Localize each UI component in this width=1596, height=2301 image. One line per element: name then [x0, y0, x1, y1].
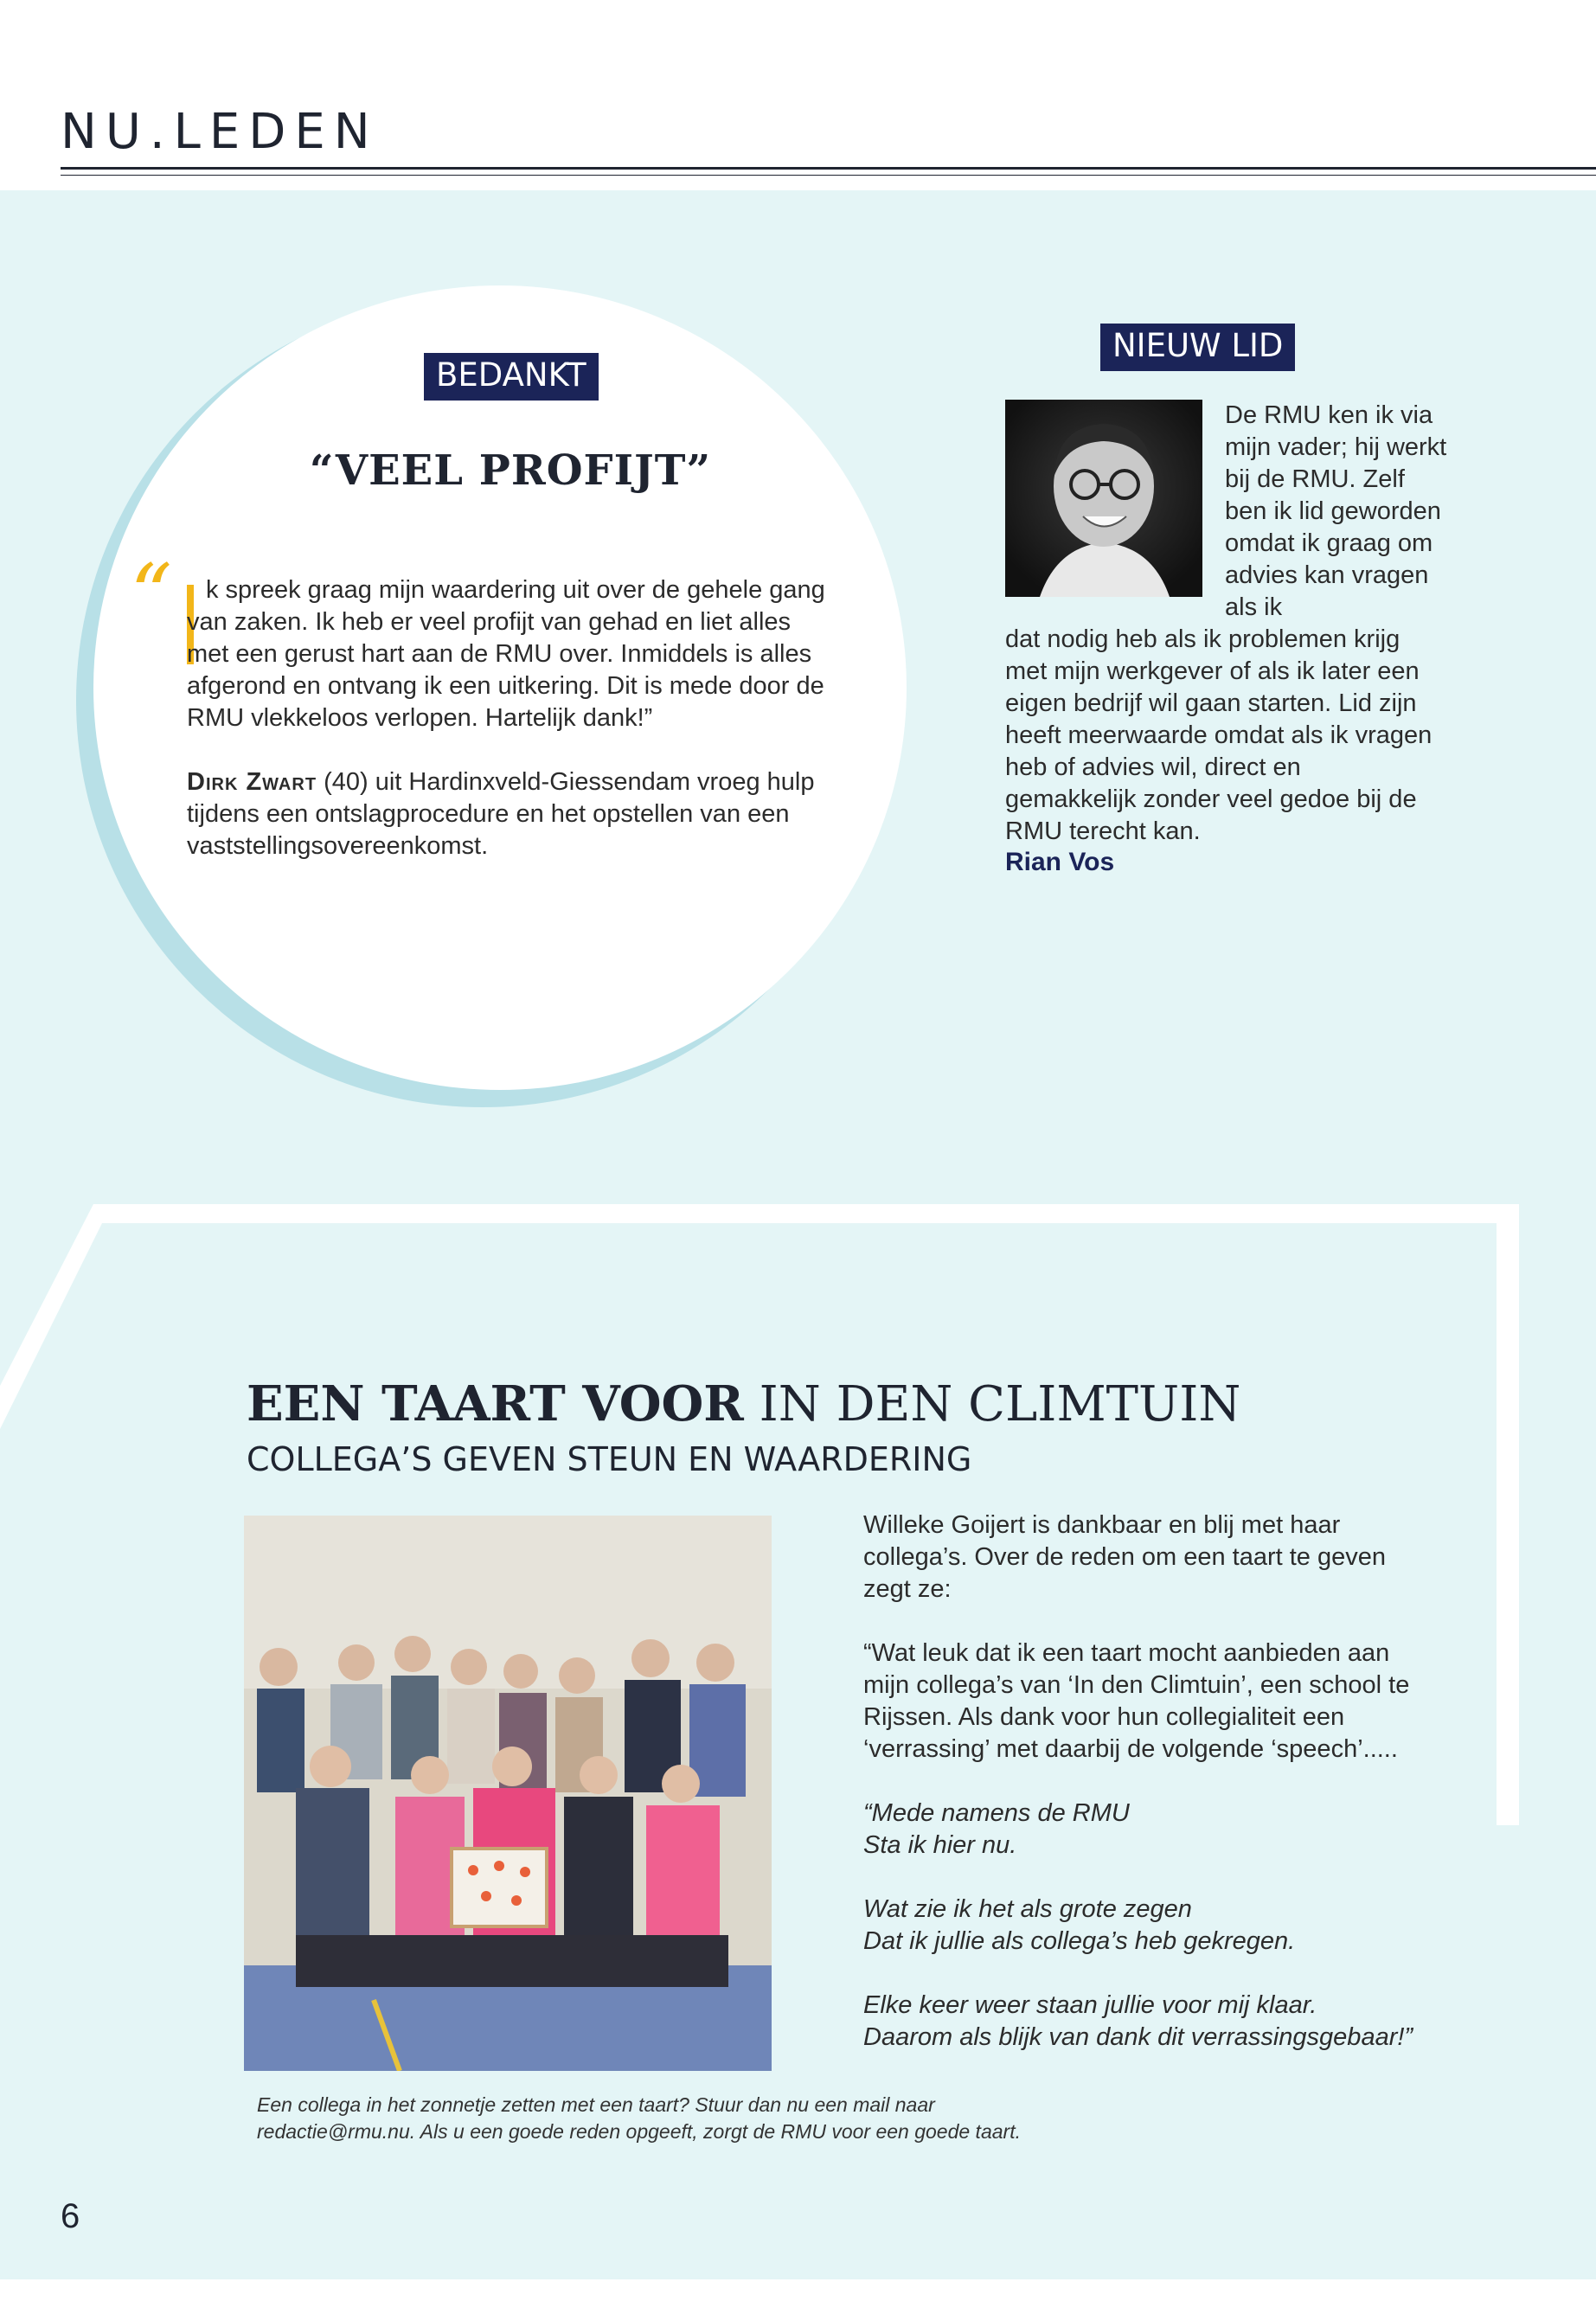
- article-title-regular: IN DEN CLIMTUIN: [743, 1376, 1241, 1433]
- quote-mark-icon: “: [130, 547, 173, 644]
- bedankt-heading: “VEEL PROFIJT”: [309, 446, 712, 495]
- poem-line: Daarom als blijk van dank dit verrassingsgebaar!”: [863, 2023, 1413, 2051]
- article-body: [863, 1509, 1417, 2086]
- article-paragraph-1: Willeke Goijert is dankbaar en blij met haar collega’s. Over de reden om een taart te geven zegt ze:: [863, 1511, 1387, 1603]
- caption-line-1: Een collega in het zonnetje zetten met een taart? Stuur dan nu een mail naar: [257, 2093, 935, 2116]
- header-rule-thin: [61, 175, 1596, 176]
- page-number: 6: [61, 2197, 80, 2235]
- article-title-bold: EEN TAART VOOR: [247, 1375, 744, 1433]
- poem-line: Wat zie ik het als grote zegen: [863, 1895, 1192, 1923]
- bedankt-quote: k spreek graag mijn waardering uit over de gehele gang van zaken. Ik heb er veel profijt van gehad en liet alles met een gerust hart aan de RMU over. Inmiddels is alles afgerond en ontvang ik een uitkering. Dit is mede door de RMU vlekkeloos verlopen. Hartelijk dank!”: [187, 576, 825, 732]
- frame-right: [1497, 1204, 1519, 1825]
- article-subtitle: COLLEGA’S GEVEN STEUN EN WAARDERING: [247, 1440, 972, 1478]
- nieuw-lid-badge: NIEUW LID: [1100, 324, 1295, 371]
- bedankt-badge: BEDANKT: [424, 353, 599, 401]
- poem-line: Sta ik hier nu.: [863, 1831, 1017, 1859]
- poem-line: Dat ik jullie als collega’s heb gekregen.: [863, 1927, 1296, 1955]
- attribution-name: Dirk Zwart: [187, 768, 317, 796]
- poem-line: “Mede namens de RMU: [863, 1799, 1130, 1827]
- section-title: NU.LEDEN: [61, 104, 379, 160]
- article-paragraph-2: “Wat leuk dat ik een taart mocht aanbieden aan mijn collega’s van ‘In den Climtuin’, een school te Rijssen. Als dank voor hun collegialiteit een ‘verrassing’ met daarbij de volgende ‘speech’.....: [863, 1639, 1410, 1763]
- frame-top: [93, 1204, 1519, 1223]
- attribution-text: (40) uit Hardinxveld-Giessendam vroeg hulp tijdens een ontslagprocedure en het opstellen van een vaststellingsovereenkomst.: [187, 768, 815, 860]
- photo-caption: [257, 2092, 1122, 2145]
- nieuw-lid-text-side: De RMU ken ik via mijn vader; hij werkt bij de RMU. Zelf ben ik lid geworden omdat ik graag om advies kan vragen als ik: [1225, 401, 1447, 621]
- poem-line: Elke keer weer staan jullie voor mij klaar.: [863, 1991, 1317, 2019]
- header-rule: [61, 167, 1596, 170]
- poem-stanza-3: [863, 1990, 1417, 2054]
- caption-line-2: redactie@rmu.nu. Als u een goede reden opgeeft, zorgt de RMU voor een goede taart.: [257, 2120, 1021, 2143]
- bedankt-attribution: [187, 766, 831, 862]
- poem-stanza-2: [863, 1894, 1417, 1958]
- member-portrait: [1005, 400, 1202, 597]
- nieuw-lid-text-bottom: dat nodig heb als ik problemen krijg met mijn werkgever of als ik later een eigen bedrijf wil gaan starten. Lid zijn heeft meerwaarde omdat als ik vragen heb of advies wil, direct en gemakkelijk zonder veel gedoe bij de RMU terecht kan.: [1005, 625, 1433, 845]
- nieuw-lid-name: Rian Vos: [1005, 848, 1115, 876]
- group-photo: [244, 1516, 772, 2071]
- poem-stanza-1: [863, 1798, 1417, 1862]
- article-title: [247, 1375, 1240, 1433]
- frame-diagonal: [0, 1204, 112, 1446]
